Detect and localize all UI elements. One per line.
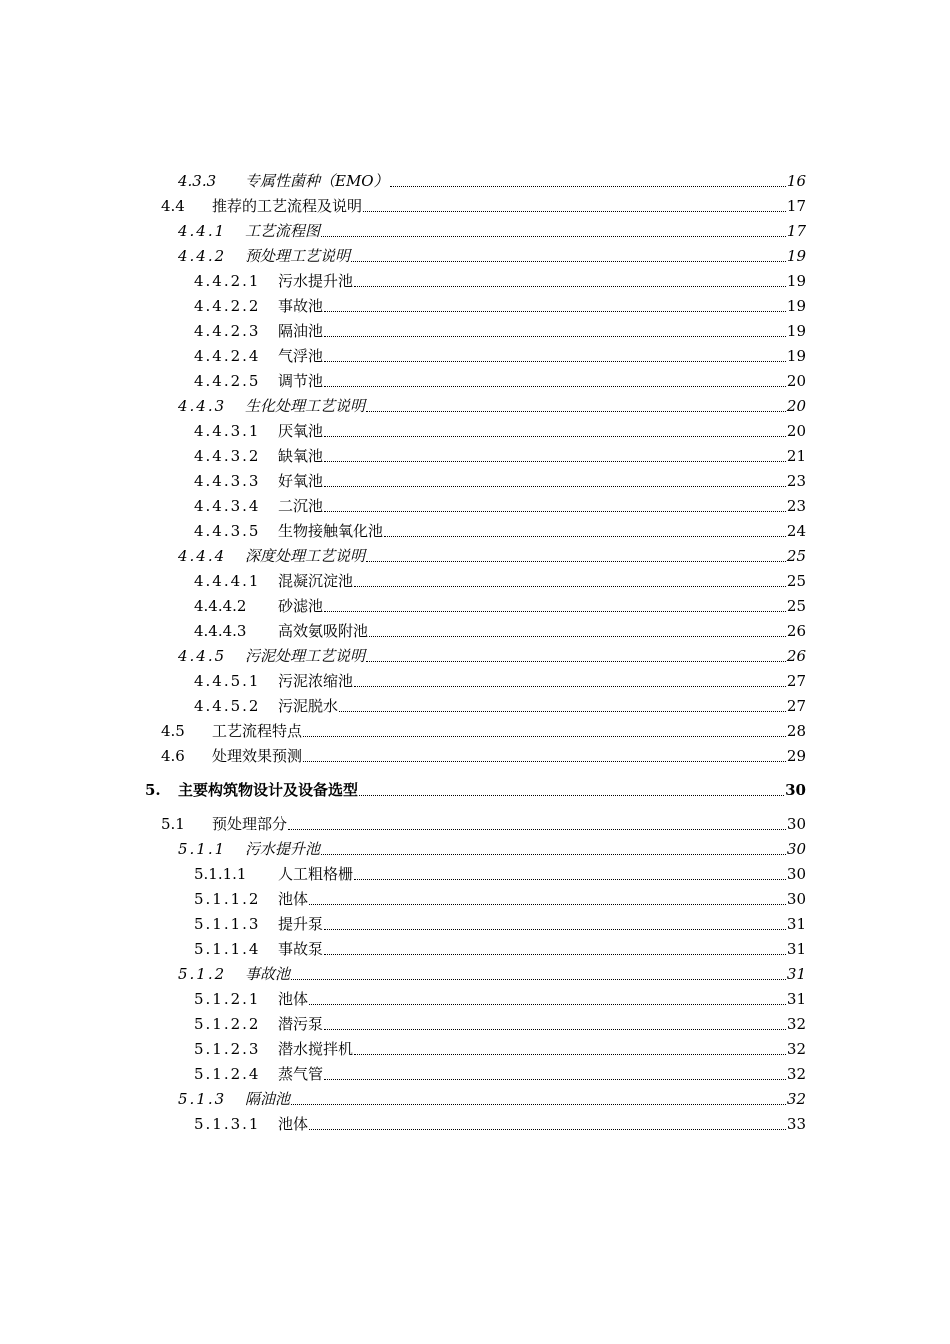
toc-entry-number: 4.4.3.2 (194, 447, 261, 465)
toc-entry-title: 气浮池 (278, 347, 324, 365)
toc-entry-title: 潜污泵 (278, 1015, 324, 1033)
toc-entry-line (245, 220, 806, 242)
toc-entry-page-number: 27 (786, 697, 806, 715)
toc-entry-page-number: 30 (786, 840, 806, 858)
toc-entry-page-number: 30 (786, 865, 806, 883)
toc-entry[interactable] (0, 963, 806, 985)
toc-entry-title: 生物接触氧化池 (278, 522, 384, 540)
toc-entry-title: 人工粗格栅 (278, 865, 354, 883)
dot-leader (339, 711, 786, 712)
toc-entry-title: 池体 (278, 1115, 309, 1133)
toc-entry-number: 4.4.5.2 (194, 697, 261, 715)
toc-entry[interactable] (0, 645, 806, 667)
toc-entry-title: 处理效果预测 (212, 747, 303, 765)
dot-leader (369, 636, 786, 637)
toc-entry-line (278, 520, 806, 542)
toc-entry[interactable] (0, 445, 806, 467)
toc-entry-title: 预处理部分 (212, 815, 288, 833)
toc-entry-number: 4.4.5 (178, 647, 227, 665)
toc-entry-page-number: 24 (786, 522, 806, 540)
toc-entry-number: 5.1.2.1 (194, 990, 261, 1008)
toc-entry-title: 高效氨吸附池 (278, 622, 369, 640)
toc-entry-number: 4.4.2.1 (194, 272, 261, 290)
dot-leader (324, 486, 786, 487)
toc-entry-page-number: 21 (786, 447, 806, 465)
toc-entry-line (245, 245, 806, 267)
toc-entry[interactable] (0, 470, 806, 492)
toc-entry-line (245, 963, 806, 985)
toc-entry[interactable] (0, 720, 806, 742)
toc-entry-title: 深度处理工艺说明 (245, 547, 366, 565)
toc-entry-line (212, 720, 806, 742)
toc-entry-title: 厌氧池 (278, 422, 324, 440)
dot-leader (390, 186, 786, 187)
toc-entry-number: 5.1.3 (178, 1090, 227, 1108)
toc-entry-number: 4.4.2.4 (194, 347, 261, 365)
toc-entry[interactable] (0, 420, 806, 442)
dot-leader (384, 536, 786, 537)
dot-leader (354, 286, 786, 287)
dot-leader (309, 904, 786, 905)
toc-entry-title: 事故池 (278, 297, 324, 315)
dot-leader (309, 1129, 786, 1130)
toc-entry-line (212, 195, 806, 217)
dot-leader (324, 436, 786, 437)
dot-leader (324, 336, 786, 337)
dot-leader (321, 236, 786, 237)
toc-entry-title: 隔油池 (245, 1090, 291, 1108)
toc-entry[interactable] (0, 838, 806, 860)
toc-entry-title: 污水提升池 (278, 272, 354, 290)
toc-entry-number: 4.4.4 (178, 547, 227, 565)
dot-leader (354, 586, 786, 587)
toc-entry[interactable] (0, 1088, 806, 1110)
dot-leader (303, 736, 786, 737)
dot-leader (324, 954, 786, 955)
dot-leader (324, 1029, 786, 1030)
toc-entry-line (278, 1113, 806, 1135)
toc-entry-page-number: 31 (786, 915, 806, 933)
dot-leader (324, 461, 786, 462)
toc-entry-number: 4.4.2.3 (194, 322, 261, 340)
toc-entry-line (278, 470, 806, 492)
toc-entry-page-number: 30 (785, 781, 806, 799)
toc-entry-number: 5. (145, 781, 161, 799)
toc-entry[interactable] (0, 295, 806, 317)
toc-entry[interactable] (0, 370, 806, 392)
toc-entry-page-number: 29 (786, 747, 806, 765)
toc-entry-page-number: 19 (786, 247, 806, 265)
toc-entry-page-number: 32 (786, 1090, 806, 1108)
toc-entry-line (278, 445, 806, 467)
toc-entry-title: 污泥脱水 (278, 697, 339, 715)
toc-entry-page-number: 30 (786, 890, 806, 908)
toc-entry-number: 4.4.2 (178, 247, 227, 265)
toc-entry[interactable] (0, 520, 806, 542)
toc-entry[interactable] (0, 1063, 806, 1085)
toc-entry-line (278, 495, 806, 517)
toc-entry-number: 4.6 (161, 747, 185, 765)
toc-entry[interactable] (0, 813, 806, 835)
toc-entry-title: 蒸气管 (278, 1065, 324, 1083)
toc-entry[interactable] (0, 195, 806, 217)
toc-entry[interactable] (0, 670, 806, 692)
toc-entry-title: 预处理工艺说明 (245, 247, 351, 265)
toc-entry-page-number: 30 (786, 815, 806, 833)
toc-entry-page-number: 32 (786, 1065, 806, 1083)
toc-entry-page-number: 31 (786, 990, 806, 1008)
toc-entry[interactable] (0, 245, 806, 267)
toc-entry-page-number: 20 (786, 397, 806, 415)
toc-entry-title: 二沉池 (278, 497, 324, 515)
toc-entry-line (278, 620, 806, 642)
toc-entry[interactable] (0, 495, 806, 517)
toc-entry-page-number: 28 (786, 722, 806, 740)
toc-entry-number: 4.4.3.4 (194, 497, 261, 515)
toc-entry-number: 4.3.3 (178, 172, 217, 190)
dot-leader (324, 611, 786, 612)
toc-entry-line (278, 863, 806, 885)
toc-entry-line (278, 320, 806, 342)
toc-entry[interactable] (0, 170, 806, 192)
toc-entry-line (278, 295, 806, 317)
toc-entry-title: 主要构筑物设计及设备选型 (178, 781, 359, 799)
toc-entry-page-number: 23 (786, 472, 806, 490)
toc-entry[interactable] (0, 1038, 806, 1060)
dot-leader (354, 1054, 786, 1055)
toc-entry-line (278, 695, 806, 717)
dot-leader (354, 879, 786, 880)
toc-entry[interactable] (0, 938, 806, 960)
toc-entry-page-number: 17 (786, 197, 806, 215)
dot-leader (291, 979, 786, 980)
toc-entry-line (245, 645, 806, 667)
toc-entry-number: 5.1.2.4 (194, 1065, 261, 1083)
toc-entry-page-number: 31 (786, 965, 806, 983)
toc-entry-page-number: 17 (786, 222, 806, 240)
toc-entry-page-number: 19 (786, 322, 806, 340)
toc-entry-title: 事故泵 (278, 940, 324, 958)
toc-entry-page-number: 25 (786, 572, 806, 590)
dot-leader (324, 361, 786, 362)
toc-entry-line (278, 570, 806, 592)
toc-entry[interactable] (0, 1113, 806, 1135)
toc-entry-number: 5.1.1.1 (194, 865, 247, 883)
toc-entry-number: 4.4.4.2 (194, 597, 247, 615)
toc-entry-line (278, 595, 806, 617)
toc-entry-number: 4.4.2.5 (194, 372, 261, 390)
toc-entry-number: 5.1.1.2 (194, 890, 261, 908)
toc-entry-page-number: 25 (786, 547, 806, 565)
toc-entry-line (278, 670, 806, 692)
toc-entry-number: 5.1.1.3 (194, 915, 261, 933)
toc-entry[interactable] (0, 595, 806, 617)
toc-entry[interactable] (0, 320, 806, 342)
toc-entry-title: 调节池 (278, 372, 324, 390)
toc-entry-line (245, 838, 806, 860)
toc-entry-line (245, 545, 806, 567)
toc-entry-line (278, 420, 806, 442)
toc-entry-title: 池体 (278, 890, 309, 908)
toc-entry-page-number: 19 (786, 347, 806, 365)
toc-entry-line (245, 395, 806, 417)
toc-entry[interactable] (0, 745, 806, 767)
toc-entry-line (278, 1013, 806, 1035)
toc-entry-page-number: 19 (786, 297, 806, 315)
toc-entry-page-number: 20 (786, 422, 806, 440)
toc-entry-number: 4.4 (161, 197, 185, 215)
dot-leader (303, 761, 786, 762)
toc-entry-page-number: 16 (786, 172, 806, 190)
toc-entry-page-number: 27 (786, 672, 806, 690)
toc-entry-page-number: 26 (786, 622, 806, 640)
toc-entry-number: 5.1.3.1 (194, 1115, 261, 1133)
dot-leader (354, 686, 786, 687)
toc-entry-title: 提升泵 (278, 915, 324, 933)
toc-entry[interactable] (0, 695, 806, 717)
toc-entry-title: 缺氧池 (278, 447, 324, 465)
toc-entry-line (278, 913, 806, 935)
toc-entry-number: 5.1.2 (178, 965, 227, 983)
toc-entry-line (278, 370, 806, 392)
toc-entry-number: 4.4.2.2 (194, 297, 261, 315)
toc-entry[interactable] (0, 913, 806, 935)
toc-entry-title: 隔油池 (278, 322, 324, 340)
dot-leader (291, 1104, 786, 1105)
toc-entry-line (278, 938, 806, 960)
dot-leader (366, 661, 786, 662)
toc-entry-number: 5.1.1 (178, 840, 227, 858)
toc-entry-line (245, 170, 806, 192)
toc-entry-page-number: 26 (786, 647, 806, 665)
toc-entry-page-number: 31 (786, 940, 806, 958)
dot-leader (324, 511, 786, 512)
dot-leader (351, 261, 786, 262)
toc-entry-page-number: 25 (786, 597, 806, 615)
toc-entry-title: 专属性菌种（EMO） (245, 172, 389, 190)
toc-entry-number: 4.5 (161, 722, 185, 740)
toc-entry[interactable] (0, 570, 806, 592)
dot-leader (324, 929, 786, 930)
toc-entry[interactable] (0, 888, 806, 910)
toc-entry-page-number: 32 (786, 1040, 806, 1058)
toc-entry-line (178, 779, 806, 801)
toc-entry-number: 4.4.3.1 (194, 422, 261, 440)
toc-entry-title: 好氧池 (278, 472, 324, 490)
toc-entry-title: 事故池 (245, 965, 291, 983)
toc-entry-number: 4.4.4.1 (194, 572, 261, 590)
dot-leader (324, 311, 786, 312)
toc-entry[interactable] (0, 395, 806, 417)
toc-entry-line (245, 1088, 806, 1110)
toc-entry-page-number: 23 (786, 497, 806, 515)
toc-entry-title: 工艺流程图 (245, 222, 321, 240)
toc-entry[interactable] (0, 863, 806, 885)
toc-entry[interactable] (0, 545, 806, 567)
toc-entry-number: 4.4.4.3 (194, 622, 247, 640)
toc-entry-line (278, 988, 806, 1010)
toc-entry-title: 推荐的工艺流程及说明 (212, 197, 363, 215)
dot-leader (309, 1004, 786, 1005)
toc-entry-title: 污泥处理工艺说明 (245, 647, 366, 665)
toc-entry-number: 4.4.1 (178, 222, 227, 240)
toc-entry-number: 5.1.1.4 (194, 940, 261, 958)
toc-entry-page-number: 20 (786, 372, 806, 390)
toc-entry-title: 工艺流程特点 (212, 722, 303, 740)
toc-entry-number: 4.4.3.5 (194, 522, 261, 540)
toc-entry[interactable] (0, 620, 806, 642)
dot-leader (321, 854, 786, 855)
toc-entry-page-number: 32 (786, 1015, 806, 1033)
toc-entry-title: 混凝沉淀池 (278, 572, 354, 590)
toc-entry-number: 5.1.2.3 (194, 1040, 261, 1058)
toc-entry-number: 5.1.2.2 (194, 1015, 261, 1033)
toc-entry[interactable] (0, 270, 806, 292)
toc-entry[interactable] (0, 220, 806, 242)
toc-entry[interactable] (0, 1013, 806, 1035)
toc-entry-number: 4.4.3.3 (194, 472, 261, 490)
toc-entry-line (278, 888, 806, 910)
toc-entry-line (278, 345, 806, 367)
toc-entry-title: 生化处理工艺说明 (245, 397, 366, 415)
dot-leader (288, 829, 786, 830)
toc-entry-title: 潜水搅拌机 (278, 1040, 354, 1058)
toc-entry-line (278, 1063, 806, 1085)
dot-leader (359, 795, 784, 796)
toc-entry-line (212, 745, 806, 767)
toc-entry-number: 5.1 (161, 815, 185, 833)
dot-leader (363, 211, 786, 212)
toc-entry-number: 4.4.5.1 (194, 672, 261, 690)
toc-entry-line (212, 813, 806, 835)
toc-entry[interactable] (0, 988, 806, 1010)
toc-entry-page-number: 19 (786, 272, 806, 290)
toc-entry-title: 砂滤池 (278, 597, 324, 615)
toc-entry-title: 污泥浓缩池 (278, 672, 354, 690)
toc-entry[interactable] (0, 779, 806, 801)
toc-entry-title: 池体 (278, 990, 309, 1008)
toc-entry-number: 4.4.3 (178, 397, 227, 415)
toc-entry-title: 污水提升池 (245, 840, 321, 858)
toc-entry[interactable] (0, 345, 806, 367)
toc-entry-page-number: 33 (786, 1115, 806, 1133)
dot-leader (324, 1079, 786, 1080)
toc-entry-line (278, 1038, 806, 1060)
dot-leader (366, 561, 786, 562)
dot-leader (366, 411, 786, 412)
toc-entry-line (278, 270, 806, 292)
dot-leader (324, 386, 786, 387)
